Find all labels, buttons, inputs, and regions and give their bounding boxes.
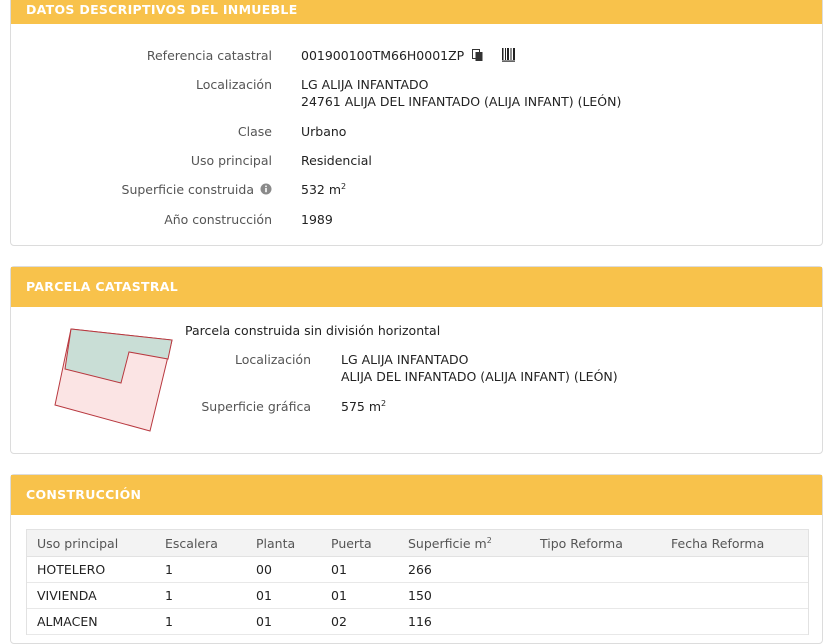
cell-puerta: 01 <box>321 583 398 609</box>
construccion-header-title: CONSTRUCCIÓN <box>26 487 142 502</box>
cell-tipo-reforma <box>530 583 661 609</box>
clase-label: Clase <box>237 124 272 139</box>
inmueble-header-title: DATOS DESCRIPTIVOS DEL INMUEBLE <box>26 2 298 17</box>
table-row <box>27 609 808 635</box>
table-row <box>27 583 808 609</box>
parcela-loc-label: Localización <box>234 352 311 367</box>
cell-fecha-reforma <box>661 583 808 609</box>
table-row <box>27 557 808 583</box>
construccion-panel <box>10 474 823 644</box>
parcela-loc-line1: LG ALIJA INFANTADO <box>341 352 469 367</box>
cell-escalera: 1 <box>155 557 246 583</box>
parcela-header-title: PARCELA CATASTRAL <box>26 279 179 294</box>
cell-tipo-reforma <box>530 557 661 583</box>
uso-label: Uso principal <box>190 153 272 168</box>
info-icon[interactable] <box>260 183 272 198</box>
cell-superficie: 116 <box>398 609 530 635</box>
col-superficie-exp: 2 <box>486 535 492 545</box>
parcela-sup-row <box>341 399 386 414</box>
uso-value: Residencial <box>301 153 372 168</box>
parcela-title: Parcela construida sin división horizontal <box>185 323 441 338</box>
anio-value: 1989 <box>301 212 333 227</box>
parcela-loc-line2: ALIJA DEL INFANTADO (ALIJA INFANT) (LEÓN) <box>341 369 618 384</box>
inmueble-panel <box>10 0 823 246</box>
sup-label: Superficie construida <box>121 182 255 197</box>
cell-planta: 00 <box>246 557 321 583</box>
inmueble-header <box>11 0 822 24</box>
col-tipo-reforma: Tipo Reforma <box>530 530 661 557</box>
barcode-icon[interactable] <box>502 48 516 65</box>
parcela-sup-exp: 2 <box>381 399 387 408</box>
cell-superficie: 266 <box>398 557 530 583</box>
col-puerta: Puerta <box>321 530 398 557</box>
cell-uso: HOTELERO <box>27 557 155 583</box>
anio-label: Año construcción <box>164 212 272 227</box>
cell-tipo-reforma <box>530 609 661 635</box>
sup-value-row <box>301 182 346 197</box>
ref-value[interactable]: 001900100TM66H0001ZP <box>301 48 465 63</box>
cell-puerta: 01 <box>321 557 398 583</box>
col-fecha-reforma: Fecha Reforma <box>661 530 808 557</box>
cell-planta: 01 <box>246 583 321 609</box>
cell-puerta: 02 <box>321 609 398 635</box>
parcela-header <box>11 267 822 307</box>
ref-value-row <box>301 48 516 65</box>
construccion-table-wrap <box>26 529 809 635</box>
loc-line1: LG ALIJA INFANTADO <box>301 77 429 92</box>
cell-uso: VIVIENDA <box>27 583 155 609</box>
construccion-table <box>27 530 808 635</box>
cell-uso: ALMACEN <box>27 609 155 635</box>
sup-unit-exp: 2 <box>341 182 347 191</box>
clase-value: Urbano <box>301 124 347 139</box>
table-header-row <box>27 530 808 557</box>
col-escalera: Escalera <box>155 530 246 557</box>
cell-escalera: 1 <box>155 609 246 635</box>
copy-icon[interactable] <box>472 49 484 65</box>
parcel-map-svg <box>51 325 181 435</box>
parcela-sup-label: Superficie gráfica <box>201 399 311 414</box>
construccion-header <box>11 475 822 515</box>
parcela-panel <box>10 266 823 454</box>
sup-value: 532 m <box>301 182 342 197</box>
loc-label: Localización <box>195 77 272 92</box>
parcela-sup-value: 575 m <box>341 399 382 414</box>
col-planta: Planta <box>246 530 321 557</box>
cell-planta: 01 <box>246 609 321 635</box>
col-uso: Uso principal <box>27 530 155 557</box>
sup-label-row <box>11 182 272 198</box>
cell-superficie: 150 <box>398 583 530 609</box>
cell-escalera: 1 <box>155 583 246 609</box>
col-superficie <box>398 530 530 557</box>
cell-fecha-reforma <box>661 557 808 583</box>
parcel-map[interactable] <box>51 325 181 435</box>
loc-line2: 24761 ALIJA DEL INFANTADO (ALIJA INFANT) (LEÓN) <box>301 94 622 109</box>
ref-label: Referencia catastral <box>146 48 272 63</box>
col-superficie-label: Superficie m <box>408 535 487 551</box>
cell-fecha-reforma <box>661 609 808 635</box>
